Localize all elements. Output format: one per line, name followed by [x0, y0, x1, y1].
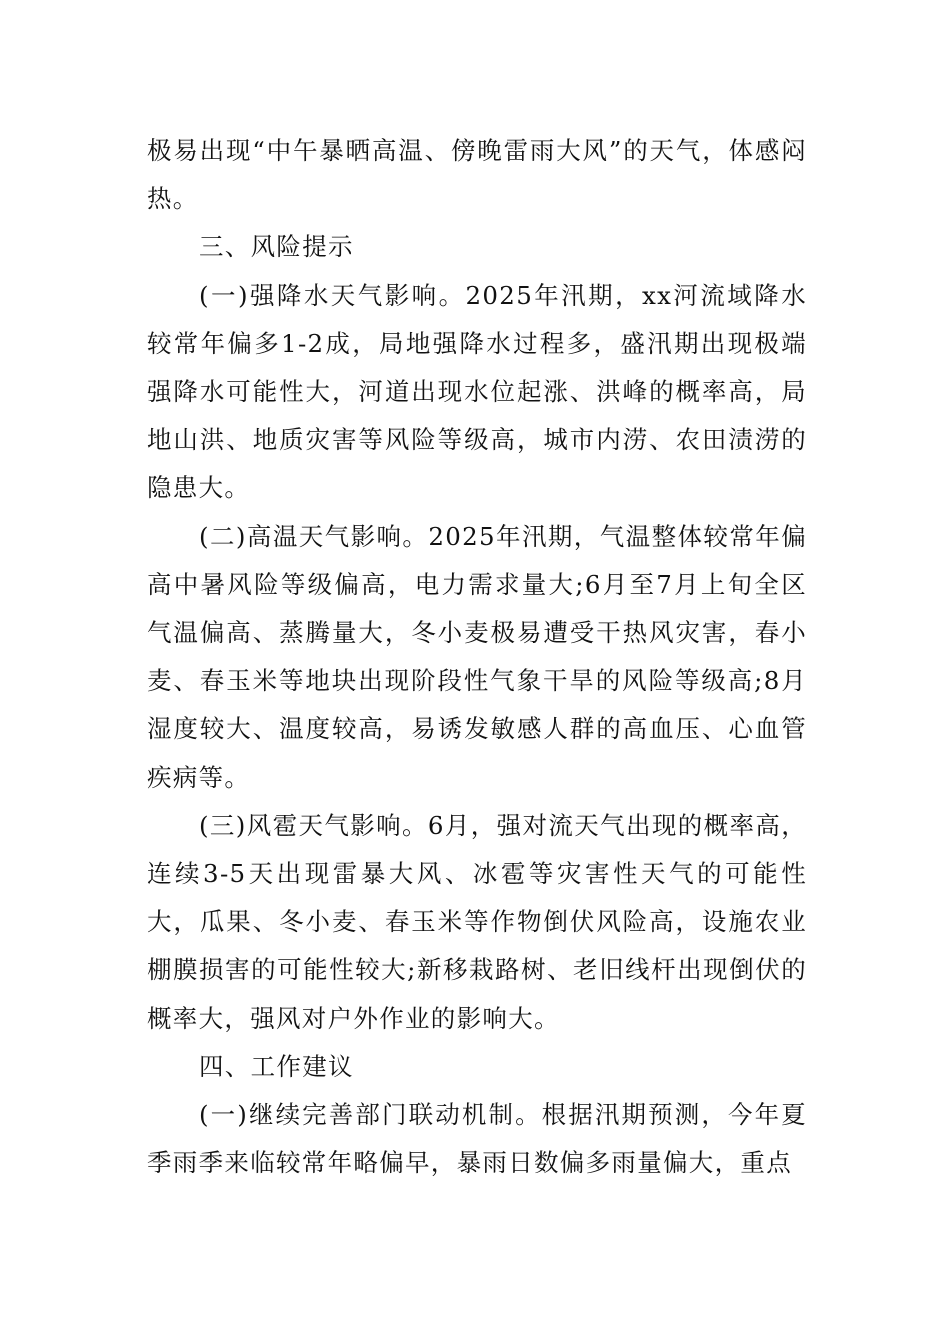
paragraph-heavy-rain: (一)强降水天气影响。2025年汛期，xx河流域降水较常年偏多1-2成，局地强降水过程多，盛汛期出现极端强降水可能性大，河道出现水位起涨、洪峰的概率高，局地山洪、地质灾害等风险等级高，城市内涝、农田渍涝的隐患大。	[147, 280, 807, 503]
paragraph-linkage-mechanism: (一)继续完善部门联动机制。根据汛期预测，今年夏季雨季来临较常年略偏早，暴雨日数偏多雨量偏大，重点	[147, 1100, 807, 1178]
paragraph-wind-hail: (三)风雹天气影响。6月，强对流天气出现的概率高，连续3-5天出现雷暴大风、冰雹等灾害性天气的可能性大，瓜果、冬小麦、春玉米等作物倒伏风险高，设施农业棚膜损害的可能性较大;新移栽路树、老旧线杆出现倒伏的概率大，强风对户外作业的影响大。	[147, 810, 807, 1033]
paragraph-high-temperature: (二)高温天气影响。2025年汛期，气温整体较常年偏高中暑风险等级偏高，电力需求量大;6月至7月上旬全区气温偏高、蒸腾量大，冬小麦极易遭受干热风灾害，春小麦、春玉米等地块出现阶段性气象干旱的风险等级高;8月湿度较大、温度较高，易诱发敏感人群的高血压、心血管疾病等。	[147, 521, 807, 792]
section-heading-work-suggestions: 四、工作建议	[199, 1051, 354, 1081]
continuation-paragraph: 极易出现“中午暴晒高温、傍晚雷雨大风”的天气，体感闷热。	[147, 136, 807, 214]
document-body	[147, 127, 807, 1187]
section-heading-risk-tips: 三、风险提示	[199, 232, 354, 262]
